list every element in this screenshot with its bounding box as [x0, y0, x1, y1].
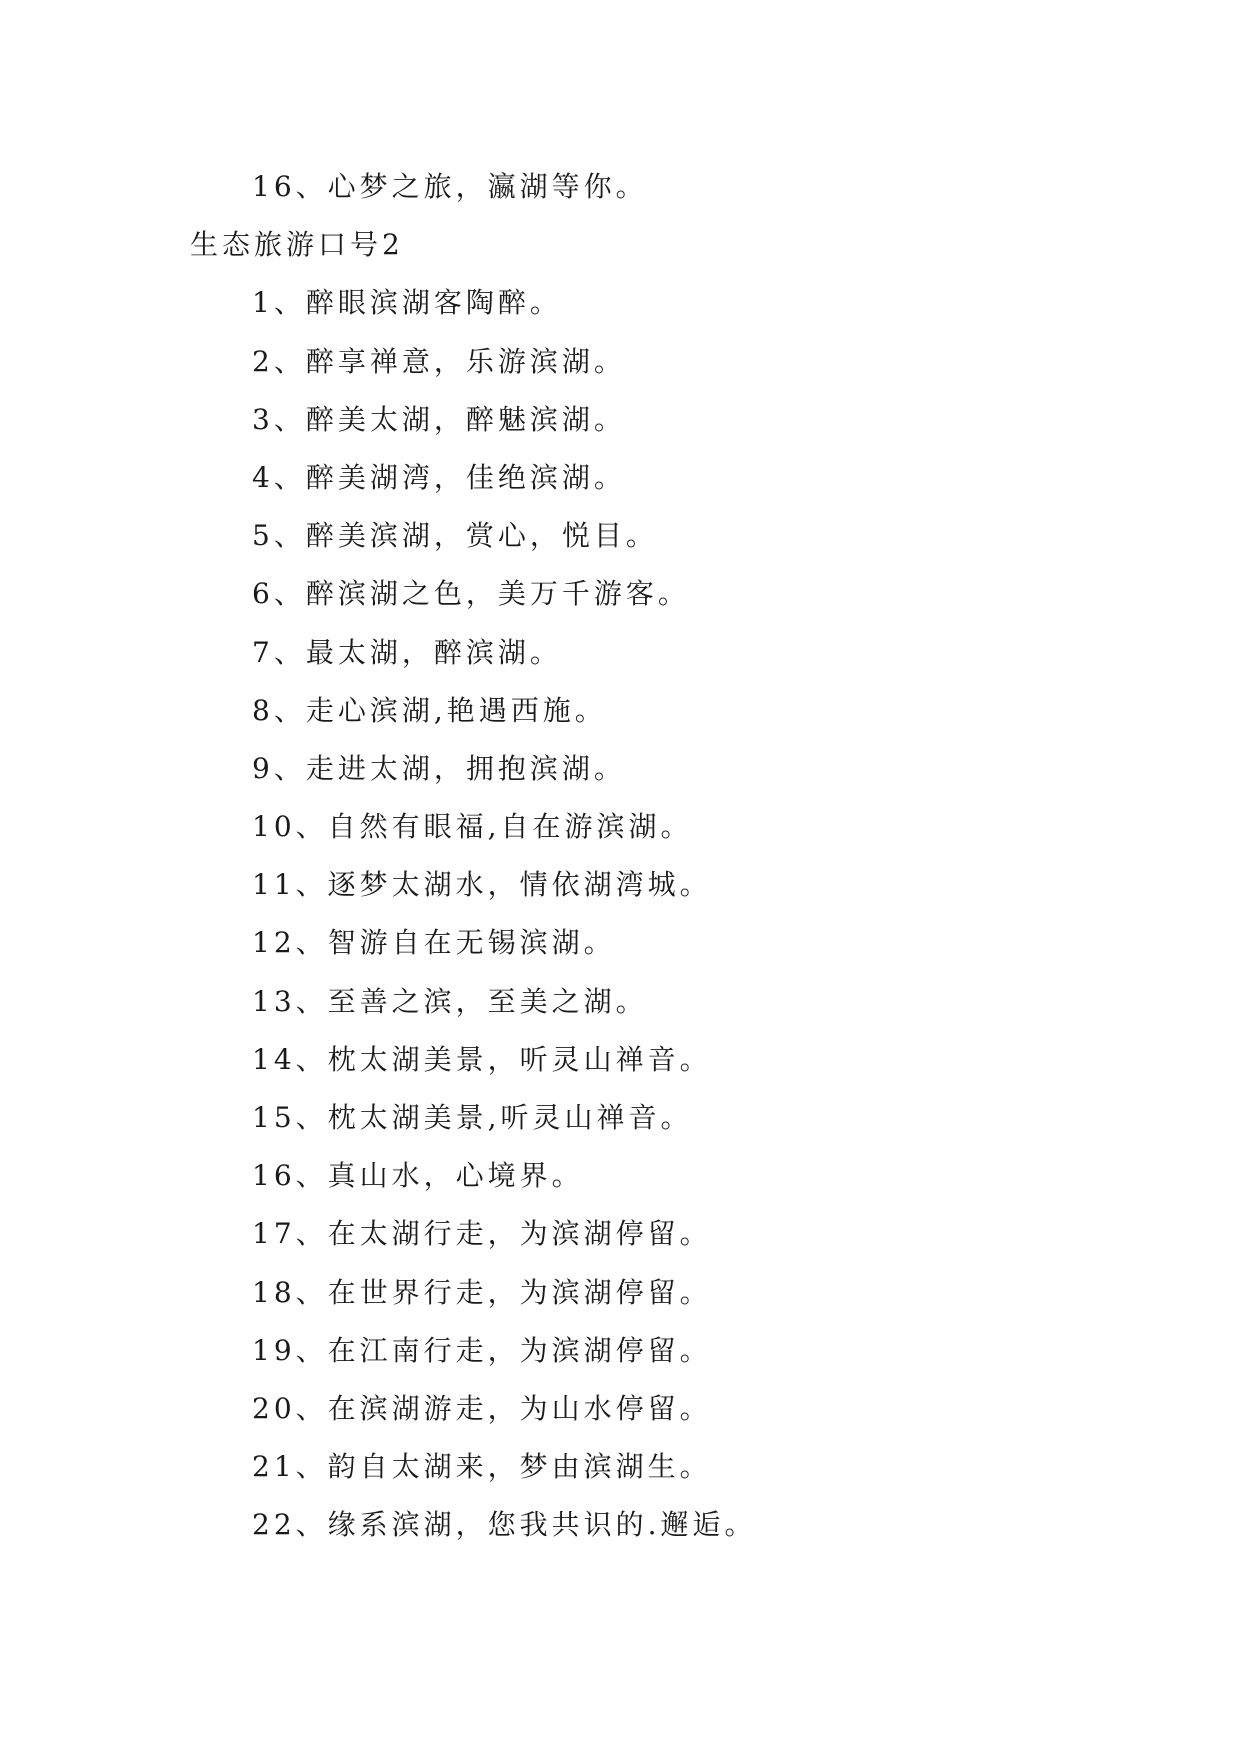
list-item: 15、枕太湖美景,听灵山禅音。 [252, 1101, 693, 1134]
list-item: 18、在世界行走，为滨湖停留。 [252, 1275, 712, 1309]
list-item: 3、醉美太湖，醉魅滨湖。 [252, 402, 626, 436]
list-item: 16、心梦之旅，瀛湖等你。 [252, 170, 648, 203]
list-item: 17、在太湖行走，为滨湖停留。 [252, 1217, 712, 1251]
list-item: 8、走心滨湖,艳遇西施。 [252, 693, 607, 727]
list-item: 13、至善之滨，至美之湖。 [252, 984, 648, 1018]
list-item: 2、醉享禅意，乐游滨湖。 [252, 344, 626, 378]
list-item: 9、走进太湖，拥抱滨湖。 [252, 751, 626, 785]
list-item: 4、醉美湖湾，佳绝滨湖。 [252, 460, 626, 494]
list-item: 7、最太湖，醉滨湖。 [252, 635, 562, 669]
list-item: 11、逐梦太湖水，情依湖湾城。 [252, 868, 712, 902]
list-item: 22、缘系滨湖，您我共识的.邂逅。 [252, 1508, 757, 1542]
list-item: 12、智游自在无锡滨湖。 [252, 926, 616, 960]
list-item: 21、韵自太湖来，梦由滨湖生。 [252, 1450, 712, 1484]
section-heading: 生态旅游口号2 [190, 228, 404, 262]
list-item: 14、枕太湖美景，听灵山禅音。 [252, 1042, 712, 1076]
document-body [190, 158, 1150, 1555]
list-item: 6、醉滨湖之色，美万千游客。 [252, 577, 690, 611]
list-item: 20、在滨湖游走，为山水停留。 [252, 1391, 712, 1425]
list-item: 1、醉眼滨湖客陶醉。 [252, 286, 562, 320]
list-item: 5、醉美滨湖，赏心，悦目。 [252, 519, 658, 553]
list-item: 16、真山水，心境界。 [252, 1159, 584, 1193]
list-item: 19、在江南行走，为滨湖停留。 [252, 1333, 712, 1367]
list-item: 10、自然有眼福,自在游滨湖。 [252, 810, 693, 844]
